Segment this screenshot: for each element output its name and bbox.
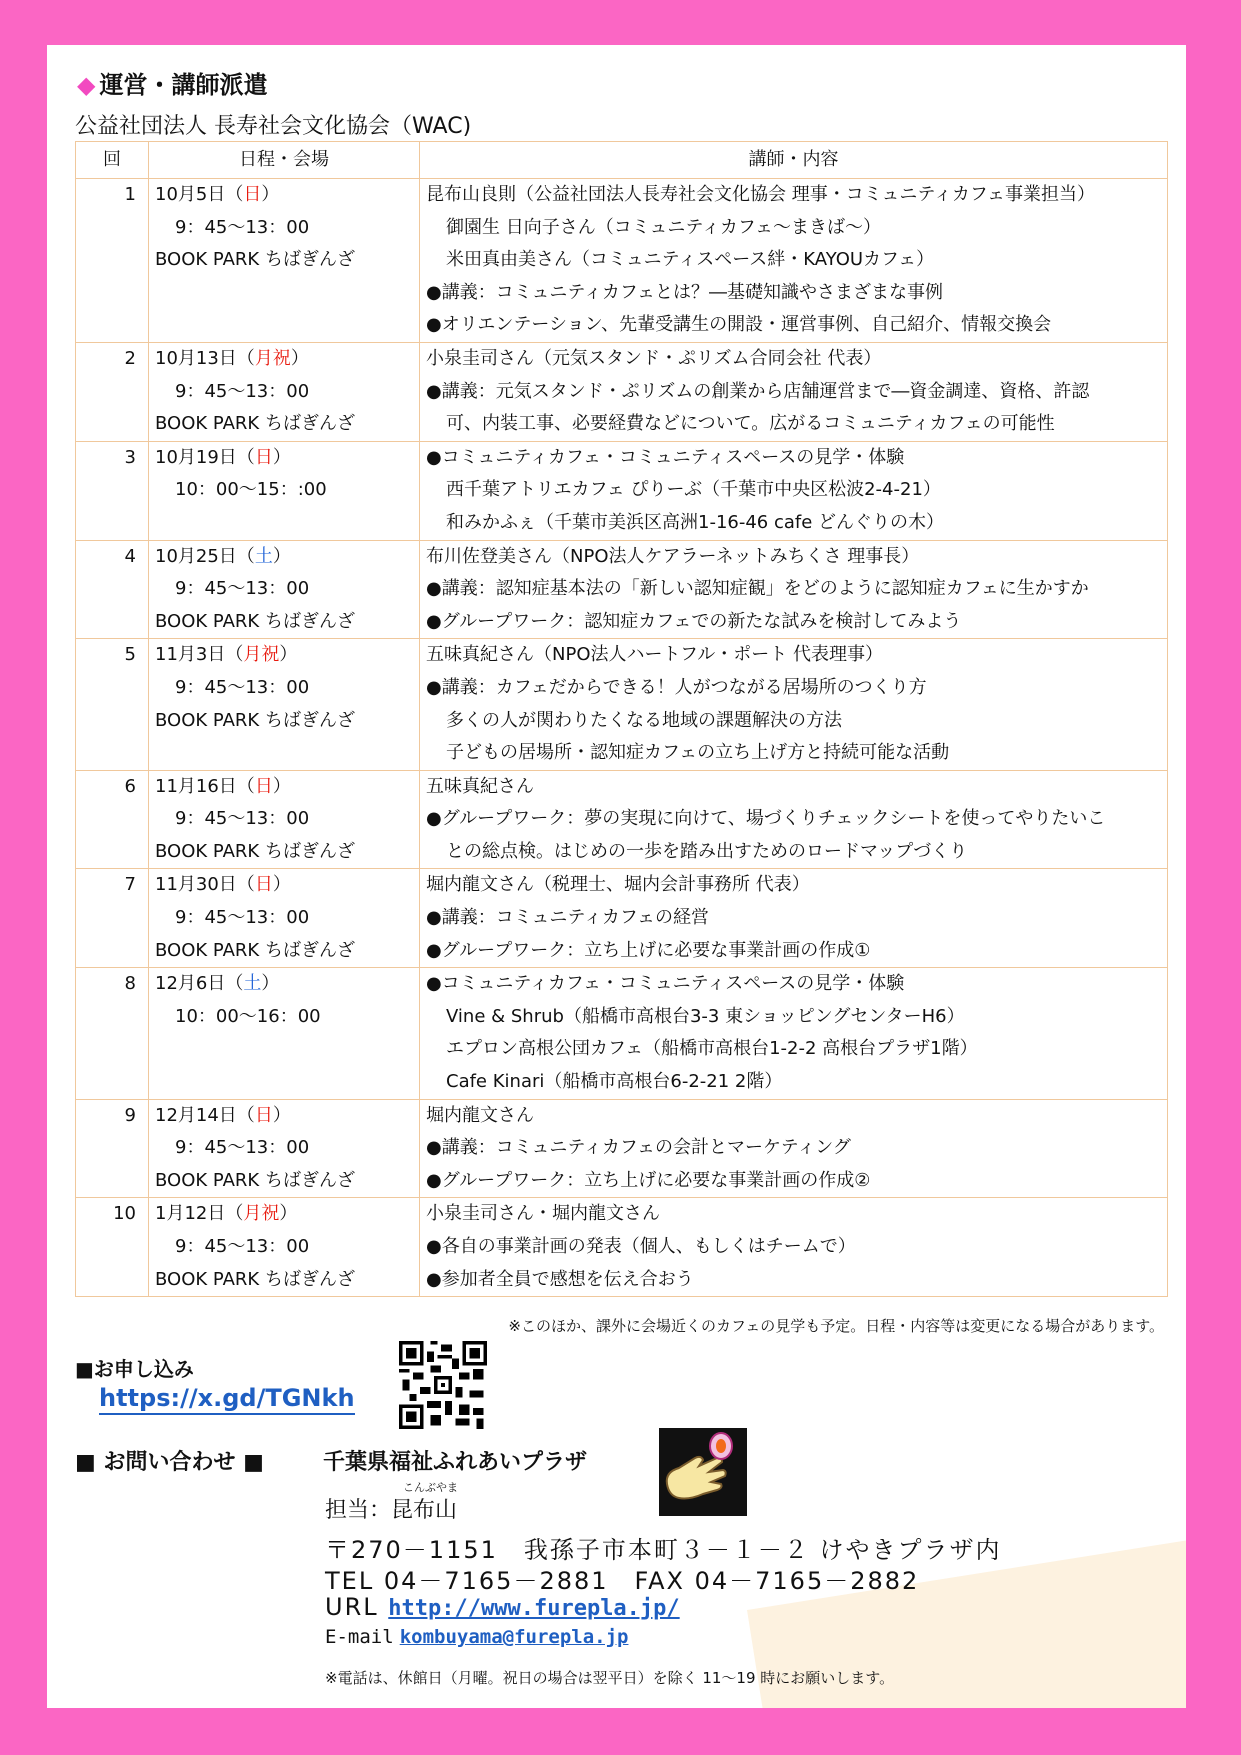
content-line: 多くの人が関わりたくなる地域の課題解決の方法 [446, 709, 842, 731]
content-line: 小泉圭司さん（元気スタンド・ぷリズム合同会社 代表） [426, 347, 882, 369]
content-line: ●グループワーク：立ち上げに必要な事業計画の作成② [426, 1169, 871, 1191]
table-row [76, 770, 1168, 869]
session-number: 10 [76, 1198, 149, 1297]
content-line: ●講義：カフェだからできる！人がつながる居場所のつくり方 [426, 676, 927, 698]
content-cell [420, 639, 1168, 770]
session-date: 10月25日（土） [155, 545, 291, 567]
session-venue: BOOK PARK ちばぎんざ [155, 1169, 355, 1191]
schedule-note: ※このほか、課外に会場近くのカフェの見学も予定。日程・内容等は変更になる場合があります。 [508, 1317, 1164, 1335]
content-line: Vine & Shrub（船橋市高根台3-3 東ショッピングセンターH6） [446, 1005, 965, 1027]
content-cell [420, 540, 1168, 639]
content-cell [420, 968, 1168, 1099]
content-cell [420, 1198, 1168, 1297]
session-date: 10月5日（日） [155, 184, 280, 205]
contact-person: 担当：昆布山 [325, 1498, 458, 1523]
session-date: 12月14日（日） [155, 1104, 291, 1126]
session-date: 12月6日（土） [155, 973, 280, 995]
session-day: 日 [243, 184, 262, 205]
content-line: 西千葉アトリエカフェ ぴりーぶ（千葉市中央区松波2-4-21） [446, 479, 941, 501]
session-number: 6 [76, 770, 149, 869]
content-line: ●講義：コミュニティカフェの会計とマーケティング [426, 1137, 851, 1159]
contact-org: 千葉県福祉ふれあいプラザ [323, 1450, 588, 1475]
content-line: 布川佐登美さん（NPO法人ケアラーネットみちくさ 理事長） [426, 545, 920, 567]
schedule-cell [149, 770, 420, 869]
session-time: 9：45～13：00 [175, 1236, 310, 1257]
session-day: 月祝 [243, 1203, 280, 1225]
session-venue: BOOK PARK ちばぎんざ [155, 1268, 355, 1290]
col-header-num: 回 [76, 142, 149, 179]
organizer: 公益社団法人 長寿社会文化協会（WAC) [75, 114, 472, 139]
col-header-schedule: 日程・会場 [149, 142, 420, 179]
qr-code-icon[interactable] [399, 1341, 487, 1429]
session-venue: BOOK PARK ちばぎんざ [155, 840, 355, 862]
content-line: ●講義：元気スタンド・ぷリズムの創業から店舗運営まで―資金調達、資格、許認 [426, 380, 1090, 402]
content-line: 子どもの居場所・認知症カフェの立ち上げ方と持続可能な活動 [446, 742, 950, 764]
content-line: ●講義：コミュニティカフェとは？―基礎知識やさまざまな事例 [426, 281, 944, 303]
section-title: ◆ 運営・講師派遣 [77, 71, 268, 99]
content-line: 和みかふぇ（千葉市美浜区高洲1-16-46 cafe どんぐりの木） [446, 511, 945, 533]
content-cell [420, 179, 1168, 343]
content-cell [420, 1099, 1168, 1198]
apply-label: ■お申し込み [75, 1357, 194, 1381]
session-date: 11月16日（日） [155, 775, 291, 797]
session-venue: BOOK PARK ちばぎんざ [155, 413, 355, 435]
session-time: 9：45～13：00 [175, 578, 310, 600]
session-date: 11月30日（日） [155, 874, 291, 896]
content-cell [420, 770, 1168, 869]
table-row [76, 1198, 1168, 1297]
email-link[interactable]: kombuyama@furepla.jp [399, 1626, 629, 1648]
content-line: 五味真紀さん [426, 775, 534, 797]
content-line: ●コミュニティカフェ・コミュニティスペースの見学・体験 [426, 446, 905, 468]
diamond-icon: ◆ [77, 71, 96, 99]
content-line: ●講義：認知症基本法の「新しい認知症観」をどのように認知症カフェに生かすか [426, 578, 1089, 600]
schedule-body [76, 179, 1168, 1297]
session-date: 1月12日（月祝） [155, 1203, 298, 1225]
table-header-row [76, 142, 1168, 179]
session-day: 土 [243, 973, 262, 995]
session-number: 3 [76, 441, 149, 540]
schedule-cell [149, 639, 420, 770]
content-line: ●グループワーク：認知症カフェでの新たな試みを検討してみよう [426, 610, 962, 632]
content-cell [420, 869, 1168, 968]
schedule-cell [149, 441, 420, 540]
session-day: 月祝 [243, 644, 280, 666]
phone-hours-note: ※電話は、休館日（月曜。祝日の場合は翌平日）を除く 11～19 時にお願いします。 [325, 1669, 895, 1687]
table-row [76, 869, 1168, 968]
session-time: 9：45～13：00 [175, 808, 310, 830]
hand-logo-icon [659, 1428, 747, 1516]
session-time: 9：45～13：00 [175, 1137, 310, 1159]
session-number: 2 [76, 342, 149, 441]
contact-address: 〒270－1151 我孫子市本町３－１－２ けやきプラザ内 [325, 1536, 1002, 1564]
table-row [76, 540, 1168, 639]
session-time: 10：00～15：:00 [175, 479, 327, 501]
table-row [76, 441, 1168, 540]
table-row [76, 179, 1168, 343]
contact-url-line: URL http://www.furepla.jp/ [325, 1593, 680, 1621]
session-number: 7 [76, 869, 149, 968]
session-number: 5 [76, 639, 149, 770]
contact-tel-fax: TEL 04－7165－2881 FAX 04－7165－2882 [325, 1567, 920, 1595]
table-row [76, 968, 1168, 1099]
session-time: 9：45～13：00 [175, 380, 310, 402]
schedule-cell [149, 1198, 420, 1297]
contact-email-line: E-mail kombuyama@furepla.jp [325, 1626, 629, 1648]
content-cell [420, 441, 1168, 540]
session-number: 9 [76, 1099, 149, 1198]
schedule-cell [149, 342, 420, 441]
session-number: 1 [76, 179, 149, 343]
contact-person-ruby: こんぶやま [403, 1481, 458, 1494]
session-day: 日 [254, 775, 273, 797]
session-number: 4 [76, 540, 149, 639]
content-line: ●グループワーク：立ち上げに必要な事業計画の作成① [426, 939, 871, 961]
content-line: ●オリエンテーション、先輩受講生の開設・運営事例、自己紹介、情報交換会 [426, 314, 1052, 336]
content-line: エプロン高根公団カフェ（船橋市高根台1-2-2 高根台プラザ1階） [446, 1038, 978, 1060]
session-day: 月祝 [254, 347, 291, 369]
content-line: ●グループワーク：夢の実現に向けて、場づくりチェックシートを使ってやりたいこ [426, 808, 1106, 830]
content-line: ●コミュニティカフェ・コミュニティスペースの見学・体験 [426, 973, 905, 995]
session-date: 10月19日（日） [155, 446, 291, 468]
content-line: ●各自の事業計画の発表（個人、もしくはチームで） [426, 1236, 856, 1257]
page [47, 45, 1186, 1708]
schedule-cell [149, 869, 420, 968]
session-time: 10：00～16：00 [175, 1005, 321, 1027]
content-line: Cafe Kinari（船橋市高根台6-2-21 2階） [446, 1071, 783, 1093]
content-cell [420, 342, 1168, 441]
content-line: 可、内装工事、必要経費などについて。広がるコミュニティカフェの可能性 [446, 413, 1055, 435]
session-time: 9：45～13：00 [175, 907, 310, 929]
session-date: 10月13日（月祝） [155, 347, 309, 369]
content-line: 米田真由美さん（コミュニティスペース絆・KAYOUカフェ） [446, 249, 935, 271]
content-line: ●講義：コミュニティカフェの経営 [426, 907, 710, 929]
session-venue: BOOK PARK ちばぎんざ [155, 709, 355, 731]
session-day: 日 [254, 874, 273, 896]
schedule-cell [149, 540, 420, 639]
content-line: 五味真紀さん（NPO法人ハートフル・ポート 代表理事） [426, 644, 883, 666]
session-date: 11月3日（月祝） [155, 644, 298, 666]
session-venue: BOOK PARK ちばぎんざ [155, 610, 355, 632]
table-row [76, 1099, 1168, 1198]
content-line: 堀内龍文さん（税理士、堀内会計事務所 代表） [426, 874, 810, 896]
session-day: 日 [254, 1104, 273, 1126]
session-number: 8 [76, 968, 149, 1099]
session-day: 日 [254, 446, 273, 468]
schedule-cell [149, 968, 420, 1099]
content-line: 堀内龍文さん [426, 1104, 534, 1126]
table-row [76, 342, 1168, 441]
schedule-cell [149, 179, 420, 343]
schedule-cell [149, 1099, 420, 1198]
content-line: 昆布山良則（公益社団法人長寿社会文化協会 理事・コミュニティカフェ事業担当） [426, 184, 1096, 205]
session-time: 9：45～13：00 [175, 216, 310, 238]
table-row [76, 639, 1168, 770]
content-line: との総点検。はじめの一歩を踏み出すためのロードマップづくり [446, 840, 968, 862]
content-line: 小泉圭司さん・堀内龍文さん [426, 1203, 660, 1225]
session-time: 9：45～13：00 [175, 676, 310, 698]
content-line: ●参加者全員で感想を伝え合おう [426, 1268, 694, 1290]
website-link[interactable]: http://www.furepla.jp/ [388, 1596, 680, 1621]
schedule-table [75, 141, 1168, 1297]
apply-link[interactable]: https://x.gd/TGNkh [99, 1383, 355, 1415]
session-day: 土 [254, 545, 273, 567]
content-line: 御園生 日向子さん（コミュニティカフェ～まきば～） [446, 216, 882, 238]
col-header-content: 講師・内容 [420, 142, 1168, 179]
session-venue: BOOK PARK ちばぎんざ [155, 939, 355, 961]
session-venue: BOOK PARK ちばぎんざ [155, 249, 355, 271]
contact-label: ■ お問い合わせ ■ [75, 1450, 264, 1475]
